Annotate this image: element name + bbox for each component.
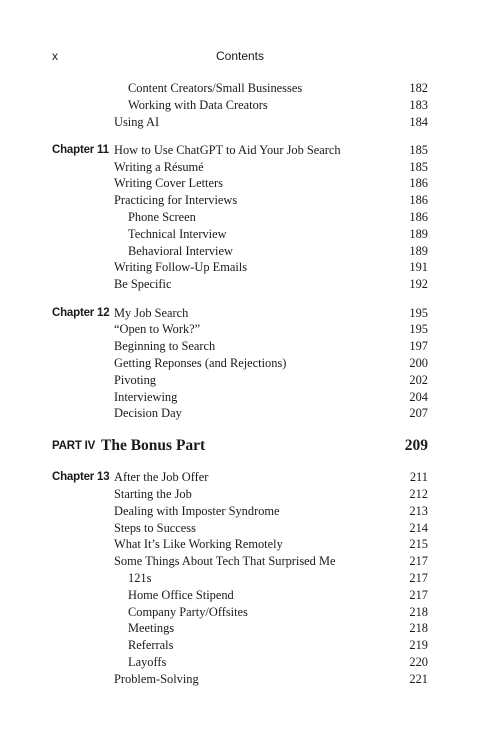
section-spacer — [52, 293, 428, 305]
entry-title: Getting Reponses (and Rejections) — [114, 355, 287, 370]
toc-entry — [52, 321, 428, 338]
entry-page-number: 185 — [409, 159, 428, 174]
entry-title: How to Use ChatGPT to Aid Your Job Search — [114, 142, 341, 157]
entry-title: Starting the Job — [114, 486, 192, 501]
entry-title: Interviewing — [114, 389, 178, 404]
entry-page-number: 209 — [404, 436, 428, 454]
section-spacer — [52, 422, 428, 436]
entry-page-number: 186 — [409, 193, 428, 208]
running-title: Contents — [215, 49, 265, 63]
page-number: x — [52, 49, 58, 63]
entry-title: Behavioral Interview — [128, 243, 233, 258]
entry-page-number: 218 — [409, 604, 428, 619]
entry-page-number: 220 — [409, 654, 428, 669]
toc-chapter-entry — [52, 305, 428, 322]
entry-title: The Bonus Part — [101, 436, 206, 454]
part-label: PART IV — [52, 439, 96, 452]
entry-title: Technical Interview — [128, 226, 227, 241]
toc-entry — [52, 338, 428, 355]
entry-page-number: 217 — [409, 570, 428, 585]
entry-title: Writing a Résumé — [114, 159, 204, 174]
toc-entry — [52, 97, 428, 114]
toc-entry — [52, 486, 428, 503]
toc-entry — [52, 405, 428, 422]
entry-page-number: 186 — [409, 210, 428, 225]
entry-page-number: 202 — [409, 372, 428, 387]
entry-title: Decision Day — [114, 406, 182, 421]
entry-page-number: 200 — [409, 355, 428, 370]
toc-entry — [52, 80, 428, 97]
toc-chapter-entry — [52, 142, 428, 159]
entry-page-number: 189 — [409, 243, 428, 258]
toc-entry — [52, 372, 428, 389]
entry-title: Working with Data Creators — [128, 97, 268, 112]
entry-page-number: 214 — [409, 520, 428, 535]
entry-title: Company Party/Offsites — [128, 604, 248, 619]
toc-entry — [52, 192, 428, 209]
chapter-label: Chapter 13 — [52, 471, 110, 484]
entry-page-number: 184 — [409, 114, 428, 129]
toc-entry — [52, 503, 428, 520]
entry-title: After the Job Offer — [114, 470, 209, 485]
entry-page-number: 219 — [409, 638, 428, 653]
entry-title: Phone Screen — [128, 210, 196, 225]
entry-page-number: 217 — [409, 554, 428, 569]
table-of-contents — [52, 80, 428, 688]
entry-title: 121s — [128, 570, 152, 585]
entry-page-number: 195 — [409, 305, 428, 320]
toc-entry — [52, 637, 428, 654]
entry-title: Meetings — [128, 621, 175, 636]
page-header — [52, 49, 428, 65]
entry-title: Home Office Stipend — [128, 587, 234, 602]
entry-title: Referrals — [128, 638, 174, 653]
toc-entry — [52, 259, 428, 276]
toc-entry — [52, 159, 428, 176]
entry-title: Layoffs — [128, 654, 167, 669]
toc-entry — [52, 620, 428, 637]
toc-entry — [52, 209, 428, 226]
entry-page-number: 217 — [409, 587, 428, 602]
entry-title: My Job Search — [114, 305, 189, 320]
chapter-label: Chapter 11 — [52, 143, 109, 156]
entry-page-number: 215 — [409, 537, 428, 552]
toc-entry — [52, 604, 428, 621]
toc-entry — [52, 520, 428, 537]
entry-title: Writing Cover Letters — [114, 176, 223, 191]
entry-page-number: 207 — [409, 406, 428, 421]
entry-page-number: 218 — [409, 621, 428, 636]
toc-entry — [52, 276, 428, 293]
entry-title: Beginning to Search — [114, 339, 216, 354]
entry-page-number: 221 — [409, 671, 428, 686]
entry-page-number: 197 — [409, 339, 428, 354]
entry-title: Problem-Solving — [114, 671, 199, 686]
entry-page-number: 186 — [409, 176, 428, 191]
entry-title: Content Creators/Small Businesses — [128, 81, 303, 95]
section-spacer — [52, 130, 428, 142]
entry-page-number: 192 — [409, 277, 428, 292]
toc-entry — [52, 587, 428, 604]
toc-part-heading — [52, 436, 428, 456]
entry-page-number: 189 — [409, 226, 428, 241]
chapter-label: Chapter 12 — [52, 306, 110, 319]
entry-page-number: 211 — [409, 470, 428, 485]
entry-page-number: 204 — [409, 389, 428, 404]
entry-title: Writing Follow-Up Emails — [114, 260, 248, 275]
entry-page-number: 183 — [409, 97, 428, 112]
entry-page-number: 191 — [409, 260, 428, 275]
toc-entry — [52, 570, 428, 587]
toc-entry — [52, 355, 428, 372]
toc-entry — [52, 226, 428, 243]
toc-entry — [52, 671, 428, 688]
entry-title: Pivoting — [114, 372, 156, 387]
entry-title: Some Things About Tech That Surprised Me — [114, 554, 336, 569]
entry-page-number: 182 — [409, 81, 428, 95]
entry-title: Practicing for Interviews — [114, 193, 238, 208]
entry-title: Be Specific — [114, 277, 172, 292]
toc-entry — [52, 536, 428, 553]
entry-title: Dealing with Imposter Syndrome — [114, 503, 280, 518]
toc-entry — [52, 389, 428, 406]
entry-page-number: 185 — [409, 142, 428, 157]
toc-entry — [52, 243, 428, 260]
toc-entry — [52, 654, 428, 671]
entry-title: “Open to Work?” — [114, 322, 201, 337]
entry-title: Steps to Success — [114, 520, 196, 535]
entry-page-number: 195 — [409, 322, 428, 337]
toc-chapter-entry — [52, 469, 428, 486]
toc-entry — [52, 175, 428, 192]
section-spacer — [52, 456, 428, 470]
entry-title: Using AI — [114, 114, 160, 129]
entry-page-number: 213 — [409, 503, 428, 518]
entry-title: What It’s Like Working Remotely — [114, 537, 283, 552]
entry-page-number: 212 — [409, 486, 428, 501]
toc-entry — [52, 553, 428, 570]
toc-entry — [52, 114, 428, 131]
